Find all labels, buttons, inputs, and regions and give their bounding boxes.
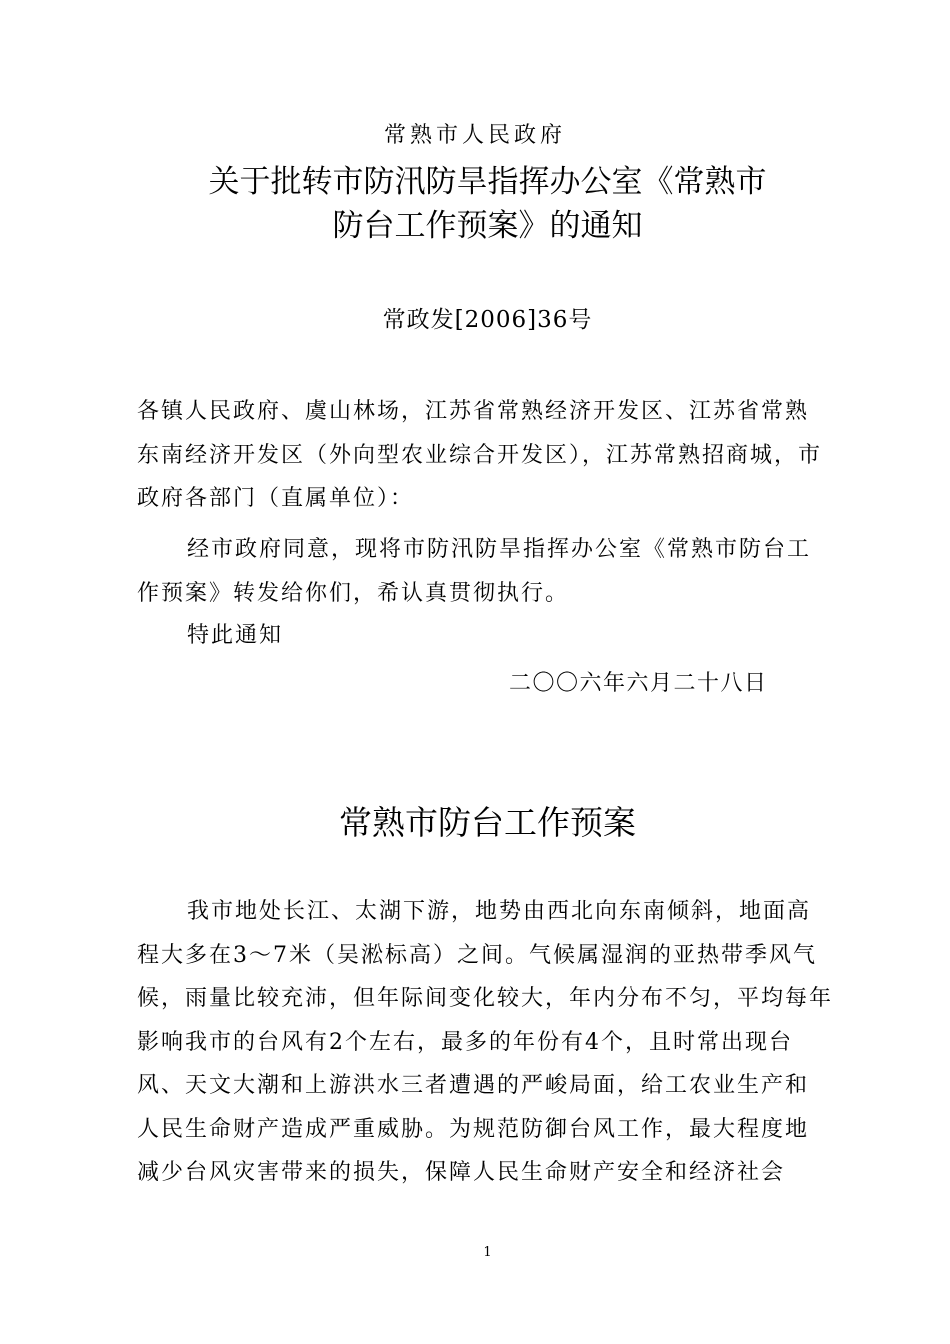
plan-paragraph [137, 890, 837, 1195]
addressee-line-3: 政府各部门（直属单位）： [137, 486, 415, 511]
notice-body-line-1: 经市政府同意，现将市防汛防旱指挥办公室《常熟市防台工 [187, 537, 812, 562]
addressee-line-2: 东南经济开发区（外向型农业综合开发区），江苏常熟招商城，市 [137, 442, 823, 468]
plan-paragraph-line-6: 人民生命财产造成严重威胁。为规范防御台风工作，最大程度地 [137, 1116, 810, 1142]
plan-paragraph-line-7: 减少台风灾害带来的损失，保障人民生命财产安全和经济社会 [137, 1160, 786, 1185]
issuer-name: 常熟市人民政府 [383, 123, 566, 148]
notice-body [137, 528, 837, 615]
notice-body-line-2: 作预案》转发给你们，希认真贯彻执行。 [137, 580, 570, 606]
plan-paragraph-line-2: 程大多在3～7米（吴淞标高）之间。气候属湿润的亚热带季风气 [137, 942, 817, 968]
addressee-line-1: 各镇人民政府、虞山林场，江苏省常熟经济开发区、江苏省常熟 [137, 399, 810, 424]
plan-title: 常熟市防台工作预案 [339, 803, 636, 842]
document-title-line-1: 关于批转市防汛防旱指挥办公室《常熟市 [208, 164, 767, 200]
plan-paragraph-line-3: 候，雨量比较充沛，但年际间变化较大，年内分布不匀，平均每年 [137, 986, 834, 1011]
addressee-block [137, 390, 837, 521]
document-title-line-2: 防台工作预案》的通知 [332, 208, 643, 244]
plan-paragraph-line-5: 风、天文大潮和上游洪水三者遭遇的严峻局面，给工农业生产和 [137, 1073, 810, 1098]
document-title [120, 160, 855, 248]
issue-date: 二〇〇六年六月二十八日 [509, 671, 768, 696]
plan-paragraph-line-4: 影响我市的台风有2个左右，最多的年份有4个，且时常出现台 [137, 1029, 793, 1055]
closing-phrase: 特此通知 [187, 623, 284, 648]
page-number: 1 [483, 1245, 492, 1260]
document-number: 常政发[2006]36号 [382, 307, 593, 333]
plan-paragraph-line-1: 我市地处长江、太湖下游，地势由西北向东南倾斜，地面高 [187, 899, 812, 924]
